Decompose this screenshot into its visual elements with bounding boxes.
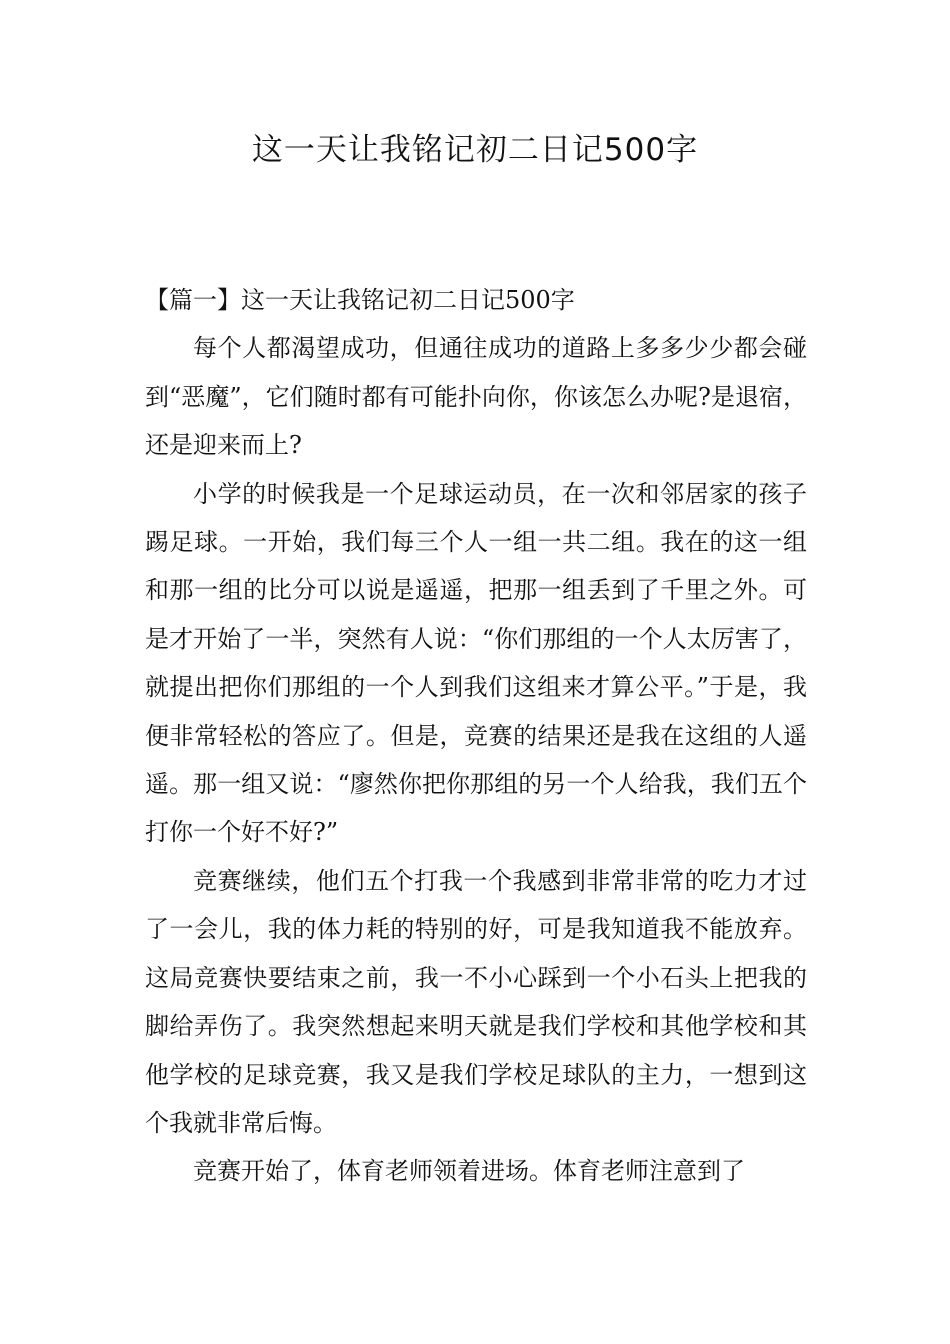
paragraph-1: 每个人都渴望成功，但通往成功的道路上多多少少都会碰到“恶魔”，它们随时都有可能扑向你，你该怎么办呢?是退宿，还是迎来而上? — [145, 334, 807, 460]
paragraph-4: 竞赛开始了，体育老师领着进场。体育老师注意到了 — [193, 1157, 745, 1186]
paragraph-3: 竞赛继续，他们五个打我一个我感到非常非常的吃力才过了一会儿，我的体力耗的特别的好，可是我知道我不能放弃。这局竞赛快要结束之前，我一不小心踩到一个小石头上把我的脚给弄伤了。我突然想起来明天就是我们学校和其他学校和其他学校的足球竞赛，我又是我们学校足球队的主力，一想到这个我就非常后悔。 — [145, 866, 807, 1137]
paragraph-2: 小学的时候我是一个足球运动员，在一次和邻居家的孩子踢足球。一开始，我们每三个人一组一共二组。我在的这一组和那一组的比分可以说是遥遥，把那一组丢到了千里之外。可是才开始了一半，突然有人说：“你们那组的一个人太厉害了，就提出把你们那组的一个人到我们这组来才算公平。”于是，我便非常轻松的答应了。但是，竞赛的结果还是我在这组的人遥遥。那一组又说：“廖然你把你那组的另一个人给我，我们五个打你一个好不好?” — [145, 479, 807, 847]
document-title: 这一天让我铭记初二日记500字 — [251, 132, 699, 168]
document-body — [145, 276, 807, 1196]
section-heading: 【篇一】这一天让我铭记初二日记500字 — [145, 286, 575, 314]
